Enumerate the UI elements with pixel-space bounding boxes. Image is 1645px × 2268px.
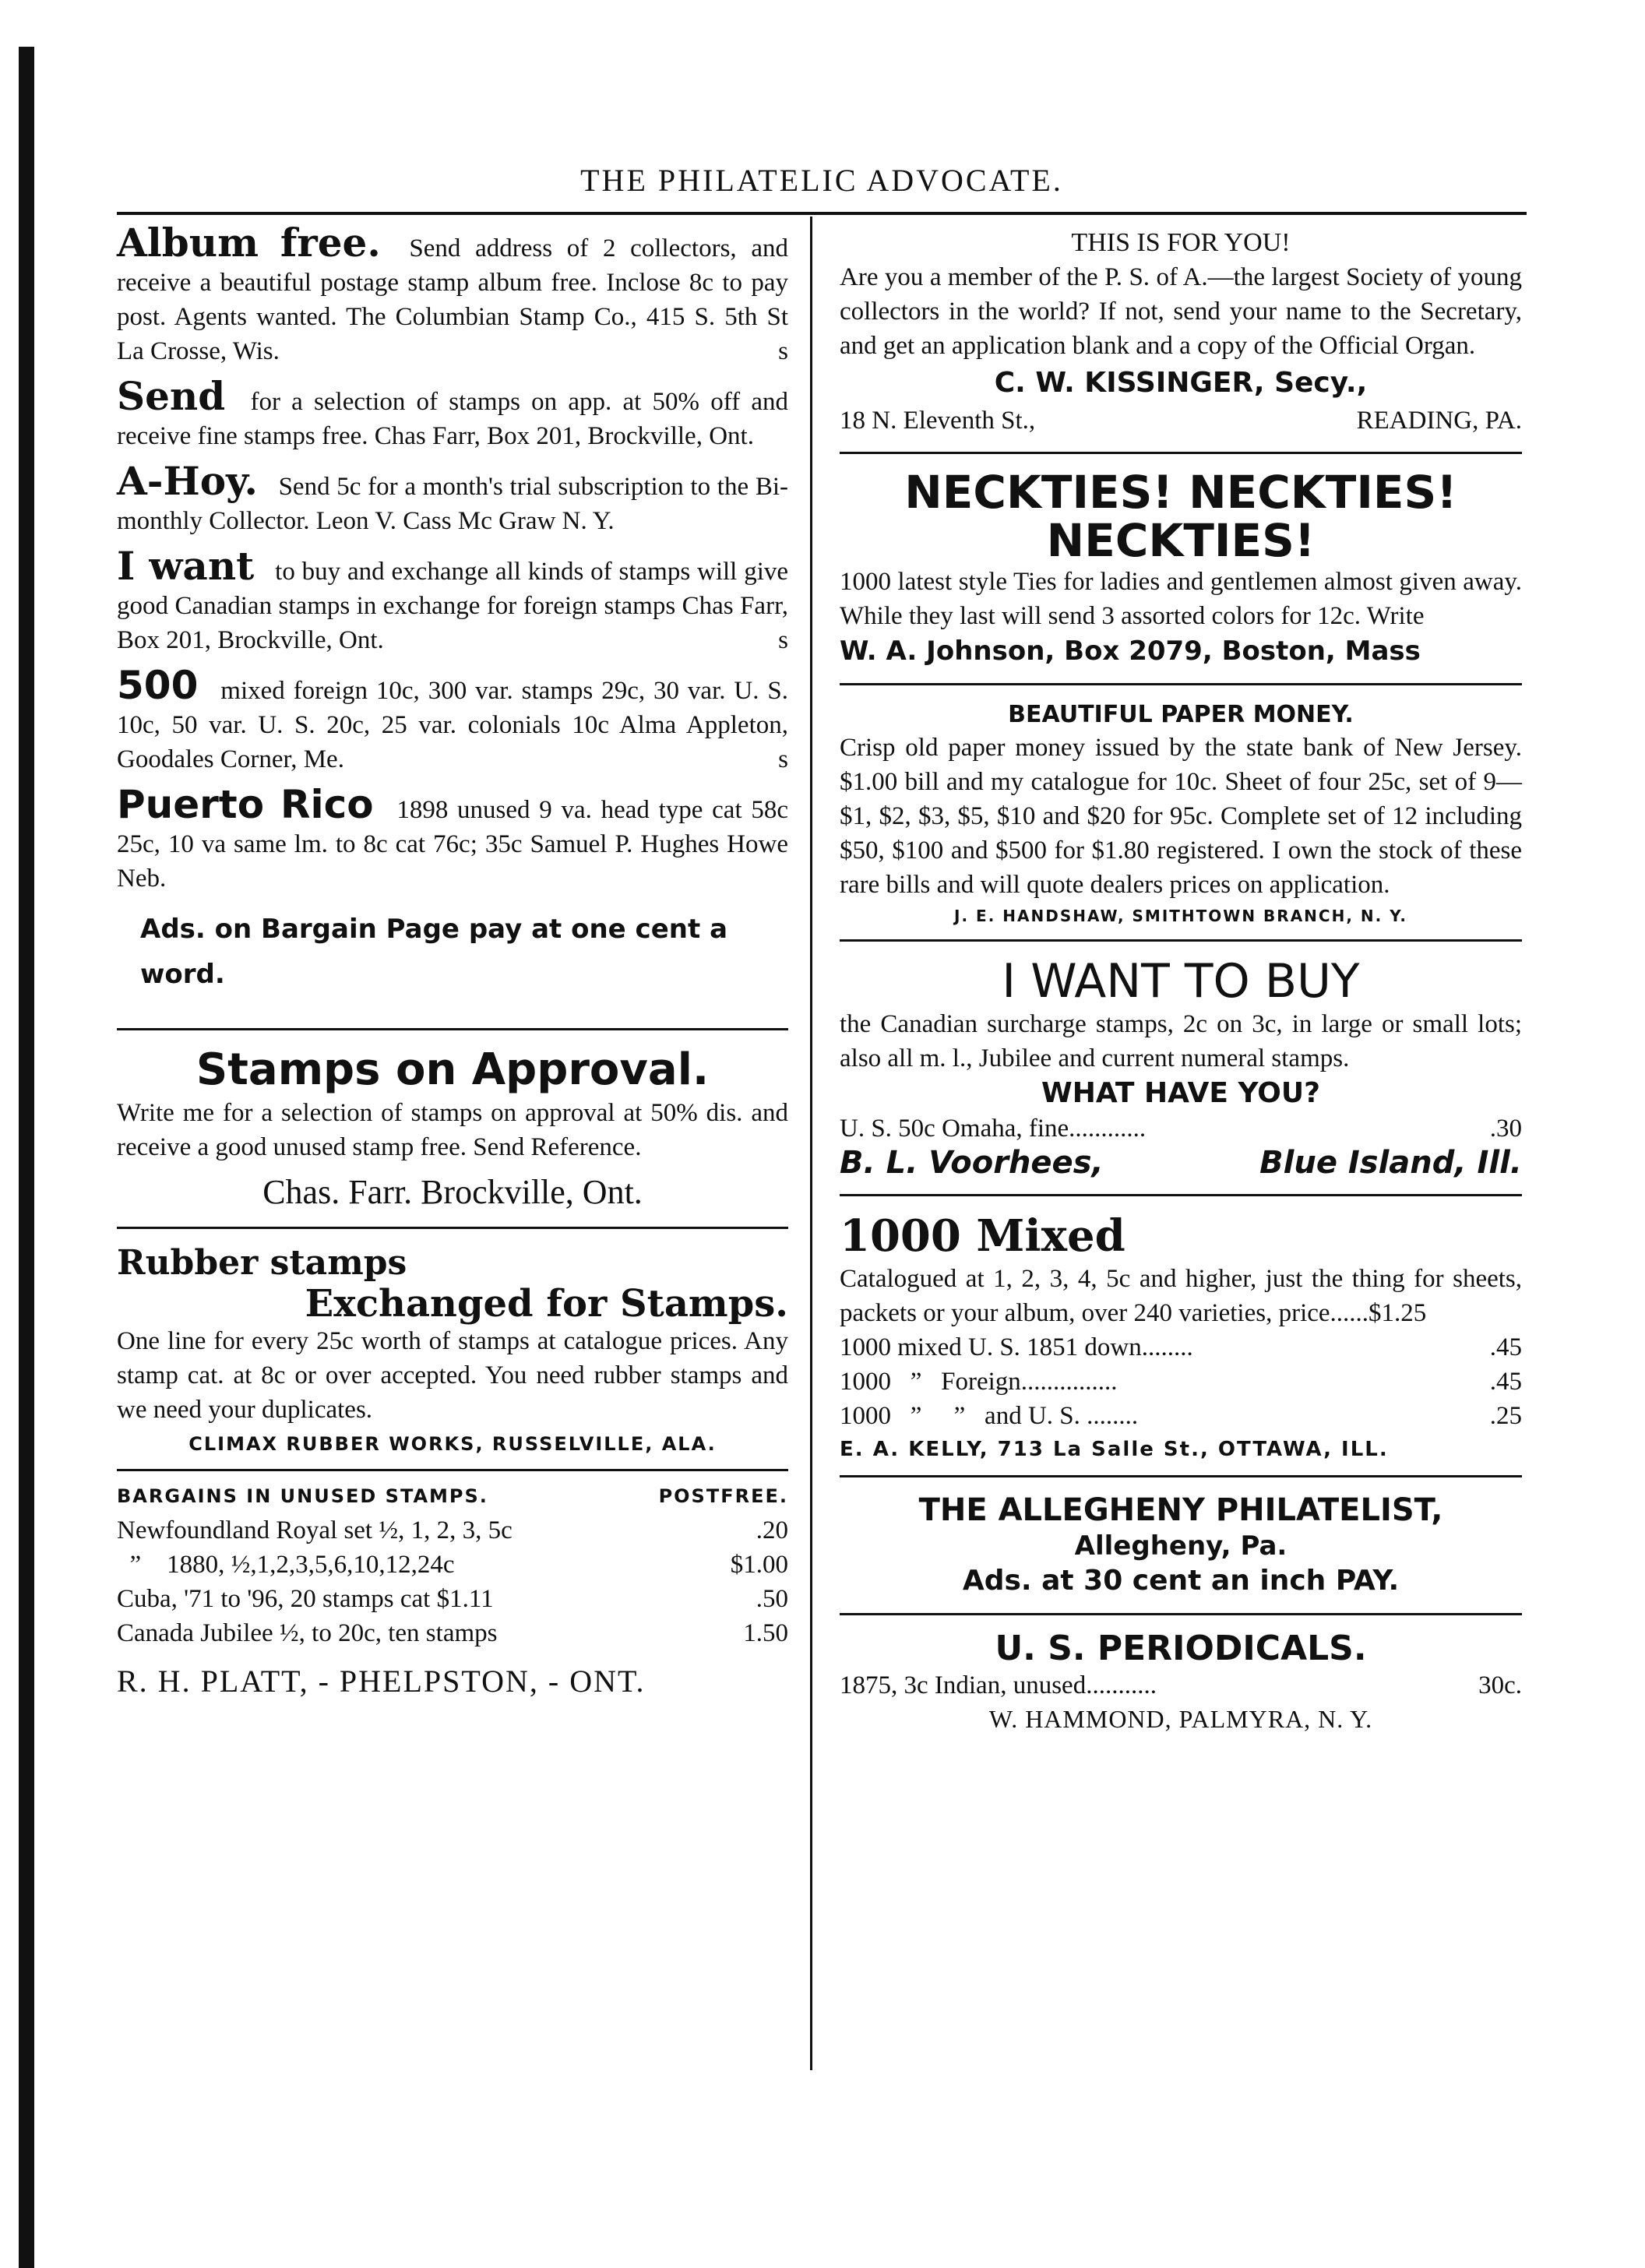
ad-subtitle: Exchanged for Stamps.	[305, 1282, 788, 1326]
price-item: Newfoundland Royal set ½, 1, 2, 3, 5c	[117, 1516, 513, 1544]
signature-city: Blue Island, Ill.	[1259, 1145, 1522, 1181]
ad-title: I WANT TO BUY	[1002, 954, 1360, 1009]
price-value: .45	[1489, 1368, 1522, 1396]
price-row	[840, 1668, 1522, 1703]
separator	[840, 683, 1522, 685]
ad-1000-mixed	[840, 1210, 1522, 1461]
separator	[117, 1028, 788, 1030]
ad-title-2: NECKTIES!	[1046, 514, 1316, 567]
ad-stamps-approval	[117, 1044, 788, 1213]
ad-signature: Chas. Farr. Brockville, Ont.	[262, 1173, 643, 1211]
ad-ahoy	[117, 458, 788, 538]
price-value: .20	[756, 1516, 788, 1544]
price-item: U. S. 50c Omaha, fine............	[840, 1115, 1147, 1143]
address-street: 18 N. Eleventh St.,	[840, 407, 1036, 435]
ad-neckties	[840, 468, 1522, 669]
ad-text: mixed foreign 10c, 300 var. stamps 29c, 30 var. U. S. 10c, 50 var. U. S. 20c, 25 var. colonials 10c Alma Appleton, Goodales Corner, Me.	[117, 677, 789, 773]
ad-signature: R. H. PLATT, - PHELPSTON, - ONT.	[117, 1664, 646, 1699]
ad-name: C. W. KISSINGER, Secy.,	[994, 367, 1368, 399]
ad-location: Allegheny, Pa.	[1074, 1530, 1287, 1562]
price-value: 30c.	[1478, 1671, 1522, 1699]
separator	[840, 1613, 1522, 1615]
ad-title: THE ALLEGHENY PHILATELIST,	[918, 1492, 1443, 1528]
ad-signature: W. HAMMOND, PALMYRA, N. Y.	[988, 1705, 1373, 1733]
address-city: READING, PA.	[1356, 407, 1522, 435]
ad-send	[117, 373, 789, 453]
ad-text: 1898 unused 9 va. head type cat 58c 25c, 10 va same lm. to 8c cat 76c; 35c Samuel P. Hughes Howe Neb.	[117, 796, 788, 893]
price-value: $1.00	[730, 1551, 788, 1579]
ad-500-mixed	[117, 663, 789, 777]
price-row	[117, 1513, 788, 1548]
bargain-page-note: Ads. on Bargain Page pay at one cent a word.	[140, 914, 728, 990]
ad-title: U. S. PERIODICALS.	[995, 1629, 1367, 1668]
separator	[840, 452, 1522, 454]
ad-title: 1000 Mixed	[840, 1210, 1125, 1262]
price-value: 1.50	[743, 1619, 788, 1647]
price-row	[840, 1330, 1522, 1365]
price-row	[840, 1365, 1522, 1399]
ad-text: Write me for a selection of stamps on approval at 50% dis. and receive a good unused stamp free. Send Reference.	[117, 1099, 788, 1161]
ad-periodicals	[840, 1629, 1522, 1735]
ad-title: Stamps on Approval.	[195, 1044, 710, 1095]
ad-rate: Ads. at 30 cent an inch PAY.	[962, 1565, 1400, 1597]
ad-text: Send address of 2 collectors, and receive a beautiful postage stamp album free. Inclose 8c to pay post. Agents wanted. The Columbian Stamp Co., 415 S. 5th St La Crosse, Wis.	[117, 234, 788, 365]
page-header: THE PHILATELIC ADVOCATE.	[580, 163, 1063, 198]
price-item: 1000 ” Foreign...............	[840, 1368, 1118, 1396]
ad-signature	[840, 1146, 1522, 1180]
ad-signature: E. A. KELLY, 713 La Salle St., OTTAWA, ILL.	[840, 1438, 1389, 1461]
price-item: Cuba, '71 to '96, 20 stamps cat $1.11	[117, 1585, 494, 1613]
ad-address	[840, 403, 1522, 438]
separator	[117, 1227, 788, 1229]
price-row	[117, 1616, 788, 1650]
price-item: 1875, 3c Indian, unused...........	[840, 1671, 1157, 1699]
ad-text: Crisp old paper money issued by the state bank of New Jersey. $1.00 bill and my catalogue for 10c. Sheet of four 25c, set of 9—$1, $2, $3, $5, $10 and $20 for 95c. Complete set of 12 including $50, $100 and $500 for $1.80 registered. I own the stock of these rare bills and will quote dealers prices on application.	[840, 734, 1522, 899]
ad-paper-money	[840, 699, 1522, 925]
ad-i-want	[117, 543, 789, 657]
ad-bargains	[117, 1485, 788, 1702]
ad-text: the Canadian surcharge stamps, 2c on 3c, in large or small lots; also all m. l., Jubilee and current numeral stamps.	[840, 1010, 1522, 1072]
left-column	[117, 220, 789, 1713]
ad-text: One line for every 25c worth of stamps at catalogue prices. Any stamp cat. at 8c or over accepted. You need rubber stamps and we need your duplicates.	[117, 1327, 788, 1424]
right-column	[840, 226, 1522, 1746]
ad-title: Rubber stamps	[117, 1243, 407, 1283]
column-divider	[810, 217, 812, 2070]
ad-keyword: Send	[117, 373, 226, 419]
ad-mark: s	[778, 337, 788, 365]
ad-title: BEAUTIFUL PAPER MONEY.	[1008, 701, 1354, 728]
ad-title: NECKTIES! NECKTIES!	[904, 466, 1457, 519]
price-value: .45	[1489, 1333, 1522, 1361]
ad-keyword: Album free.	[117, 220, 381, 266]
ad-subtitle: WHAT HAVE YOU?	[1041, 1077, 1321, 1109]
bargains-heading: BARGAINS IN UNUSED STAMPS.	[117, 1485, 488, 1507]
price-value: .30	[1489, 1115, 1522, 1143]
separator	[117, 1469, 788, 1471]
ad-want-to-buy	[840, 956, 1522, 1180]
ad-keyword: Puerto Rico	[117, 782, 374, 827]
ad-keyword: A-Hoy.	[117, 458, 258, 504]
ad-mark: s	[778, 745, 788, 773]
ad-signature: W. A. Johnson, Box 2079, Boston, Mass	[840, 636, 1421, 667]
page-spine	[19, 47, 34, 2268]
price-item: Canada Jubilee ½, to 20c, ten stamps	[117, 1619, 498, 1647]
mixed-price-list	[840, 1330, 1522, 1433]
ad-keyword: 500	[117, 663, 199, 708]
price-value: .50	[756, 1585, 788, 1613]
ad-puerto-rico	[117, 782, 788, 896]
price-value: $1.25	[1368, 1299, 1427, 1327]
header-rule	[117, 212, 1527, 215]
separator	[840, 1194, 1522, 1196]
ad-text	[840, 1262, 1522, 1330]
ad-text-body: Catalogued at 1, 2, 3, 4, 5c and higher, just the thing for sheets, packets or your album, over 240 varieties, price......	[840, 1265, 1522, 1327]
ad-title: THIS IS FOR YOU!	[1071, 228, 1291, 257]
ad-signature: CLIMAX RUBBER WORKS, RUSSELVILLE, ALA.	[188, 1433, 717, 1455]
ad-text: 1000 latest style Ties for ladies and gentlemen almost given away. While they last will send 3 assorted colors for 12c. Write	[840, 568, 1522, 630]
ad-mark: s	[778, 626, 788, 654]
price-value: .25	[1489, 1402, 1522, 1430]
separator	[840, 1475, 1522, 1477]
signature-name: B. L. Voorhees,	[840, 1145, 1104, 1181]
ad-text: Are you a member of the P. S. of A.—the largest Society of young collectors in the world? If not, send your name to the Secretary, and get an application blank and a copy of the Official Organ.	[840, 263, 1522, 360]
ad-signature: J. E. HANDSHAW, SMITHTOWN BRANCH, N. Y.	[954, 907, 1407, 925]
price-item: 1000 ” ” and U. S. ........	[840, 1402, 1139, 1430]
ad-album-free	[117, 220, 788, 368]
bargains-list	[117, 1513, 788, 1650]
ad-keyword: I want	[117, 543, 255, 589]
ad-society	[840, 226, 1522, 438]
price-item: ” 1880, ½,1,2,3,5,6,10,12,24c	[117, 1551, 455, 1579]
bargains-postfree: POSTFREE.	[658, 1485, 788, 1507]
price-item: 1000 mixed U. S. 1851 down........	[840, 1333, 1193, 1361]
price-row	[840, 1399, 1522, 1433]
ad-rubber-stamps	[117, 1243, 788, 1455]
separator	[840, 939, 1522, 942]
ad-text: for a selection of stamps on app. at 50% off and receive fine stamps free. Chas Farr, Box 201, Brockville, Ont.	[117, 388, 789, 450]
ad-text: to buy and exchange all kinds of stamps will give good Canadian stamps in exchange for foreign stamps Chas Farr, Box 201, Brockville, Ont.	[117, 558, 789, 654]
price-row	[117, 1548, 788, 1582]
price-row	[117, 1582, 788, 1616]
ad-allegheny	[840, 1491, 1522, 1599]
price-row	[840, 1111, 1522, 1146]
ad-text: Send 5c for a month's trial subscription to the Bi-monthly Collector. Leon V. Cass Mc Graw N. Y.	[117, 473, 788, 535]
